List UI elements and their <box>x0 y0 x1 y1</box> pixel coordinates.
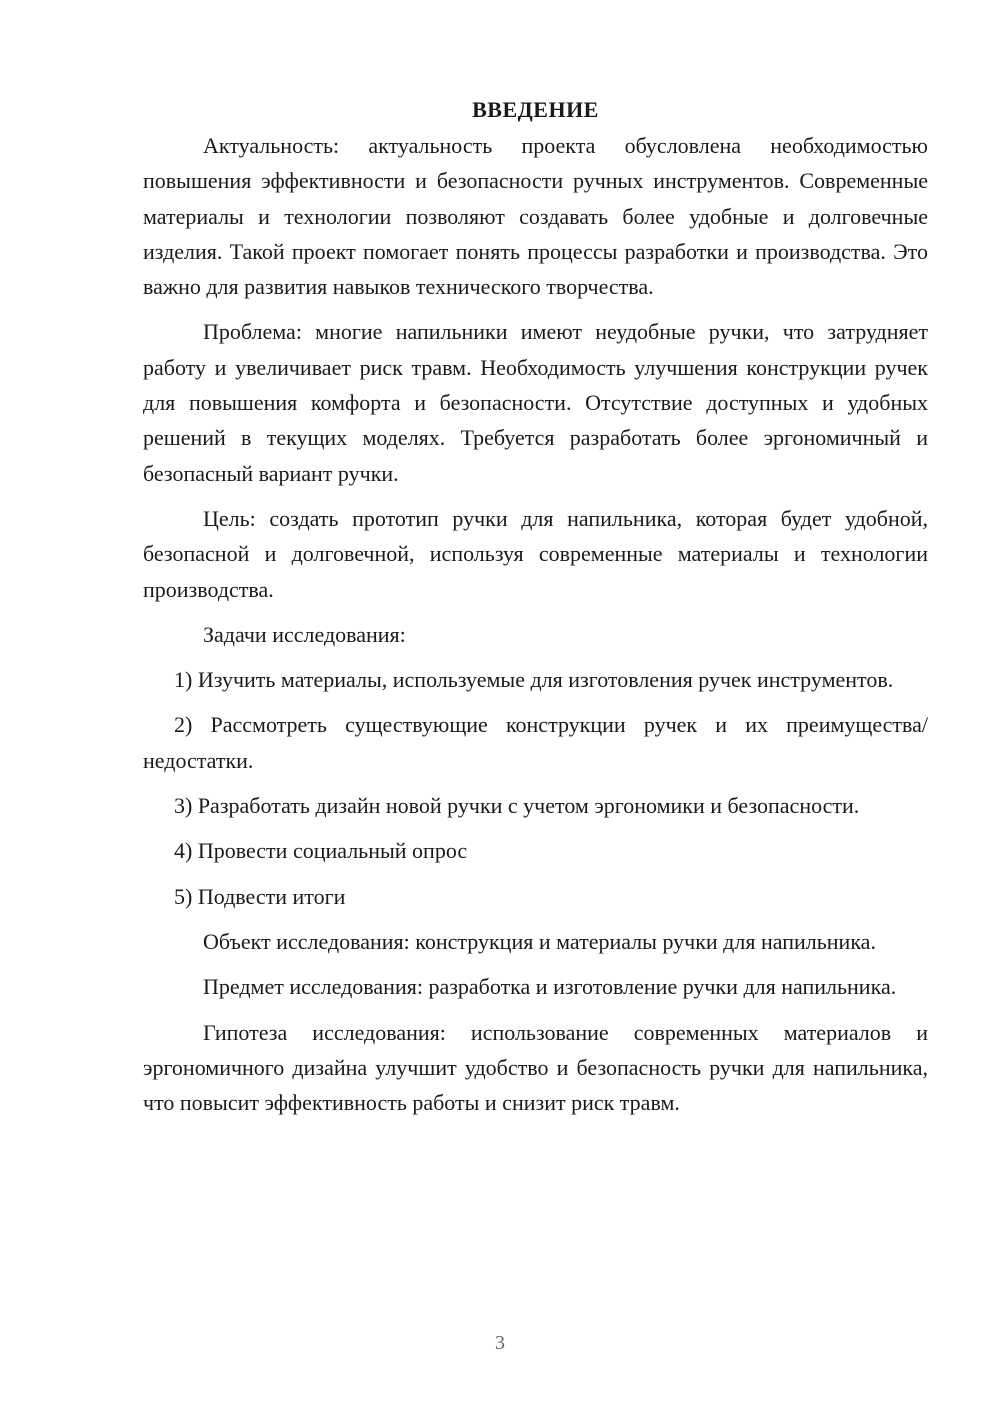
tasks-list <box>143 662 928 914</box>
task-item: 2) Рассмотреть существующие конструкции ручек и их преимущества/недостатки. <box>143 712 928 773</box>
subject-paragraph: Предмет исследования: разработка и изготовление ручки для напильника. <box>203 974 897 1000</box>
problem-paragraph: Проблема: многие напильники имеют неудобные ручки, что затрудняет работу и увеличивает риск травм. Необходимость улучшения конструкции ручек для повышения комфорта и безопасности. Отсутствие доступных и удобных решений в текущих моделях. Требуется разработать более эргономичный и безопасный вариант ручки. <box>143 319 928 486</box>
task-item: 5) Подвести итоги <box>174 883 346 909</box>
object-paragraph: Объект исследования: конструкция и материалы ручки для напильника. <box>203 928 876 954</box>
task-item: 4) Провести социальный опрос <box>174 838 468 864</box>
page-title: ВВЕДЕНИЕ <box>472 97 599 122</box>
document-page <box>143 92 928 1120</box>
goal-paragraph: Цель: создать прототип ручки для напильника, которая будет удобной, безопасной и долговечной, используя современные материалы и технологии производства. <box>143 505 928 602</box>
tasks-heading: Задачи исследования: <box>203 621 406 647</box>
relevance-paragraph: Актуальность: актуальность проекта обусловлена необходимостью повышения эффективности и безопасности ручных инструментов. Современные материалы и технологии позволяют создавать более удобные и долговечные изделия. Такой проект помогает понять процессы разработки и производства. Это важно для развития навыков технического творчества. <box>143 133 928 300</box>
task-item: 1) Изучить материалы, используемые для изготовления ручек инструментов. <box>174 667 894 693</box>
hypothesis-paragraph: Гипотеза исследования: использование современных материалов и эргономичного дизайна улучшит удобство и безопасность ручки для напильника, что повысит эффективность работы и снизит риск травм. <box>143 1019 928 1116</box>
task-item: 3) Разработать дизайн новой ручки с учетом эргономики и безопасности. <box>174 793 860 819</box>
page-number: 3 <box>495 1332 505 1354</box>
